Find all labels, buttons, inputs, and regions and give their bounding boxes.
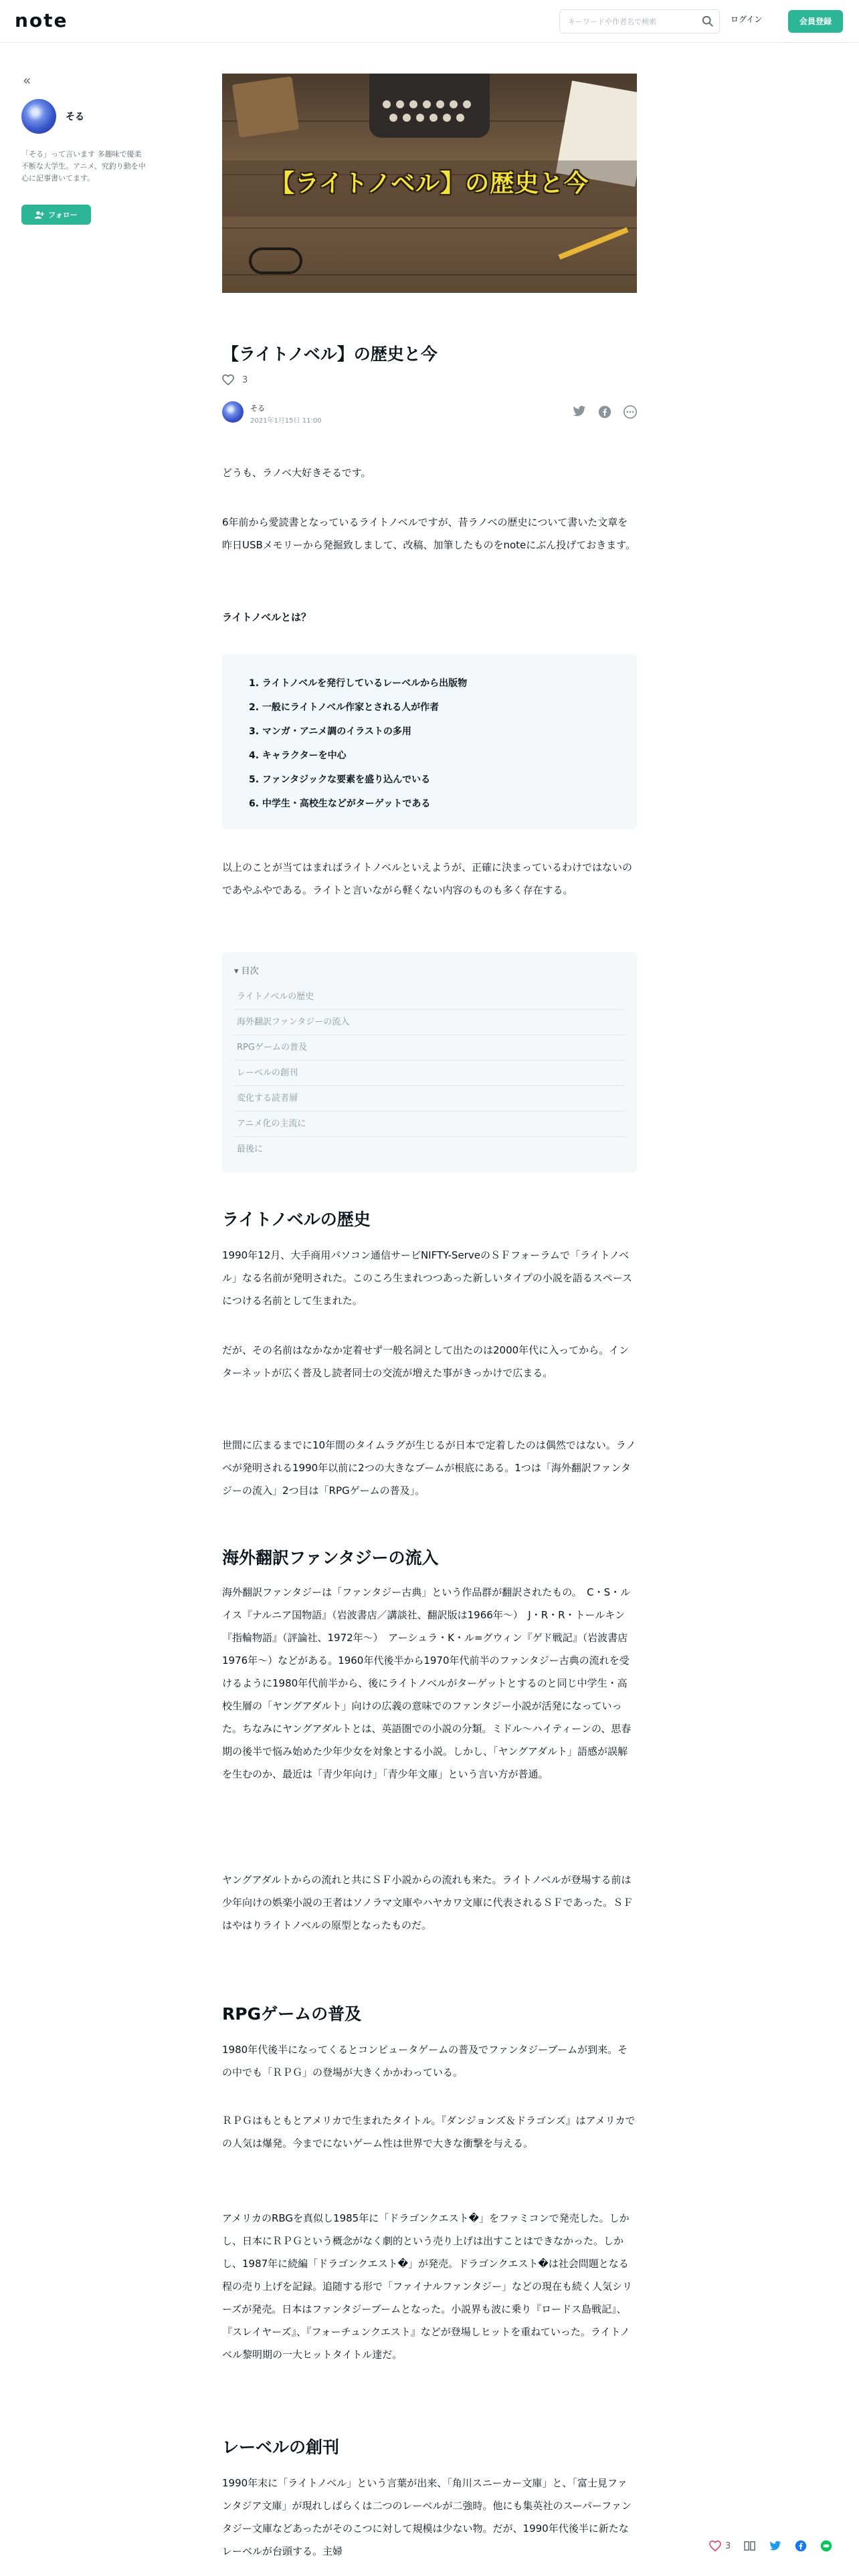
like-count[interactable]: 3 — [242, 374, 248, 385]
author-name[interactable]: そる — [250, 404, 265, 413]
rpg-paragraph-1: 1980年代後半になってくるとコンピュータゲームの普及でファンタジーブームが到来。その中でも「ＲＰＧ」の登場が大きくかかわっている。 — [222, 2044, 628, 2078]
intro-paragraph-2: 6年前から愛読書となっているライトノベルですが、昔ラノベの歴史について書いた文章を昨日USBメモリーから発掘致しまして、改稿、加筆したものをnoteにぶん投げておきます。 — [222, 516, 636, 551]
search-icon[interactable] — [702, 15, 714, 27]
facebook-icon[interactable] — [598, 405, 611, 419]
heart-icon[interactable] — [222, 374, 234, 385]
magazine-icon[interactable] — [744, 2541, 756, 2551]
author-avatar[interactable] — [21, 99, 56, 134]
sidebar-author-bio: 「そる」って言います 多趣味で優柔不断な大学生。アニメ、究釣り動を中心に記事書いてます。 — [21, 150, 146, 183]
list-item: 4. キャラクターを中心 — [249, 750, 347, 761]
twitter-icon[interactable] — [769, 2541, 781, 2551]
floating-like[interactable] — [709, 2541, 731, 2551]
list-item: 1. ライトノベルを発行しているレーベルから出版物 — [249, 678, 468, 689]
table-of-contents — [222, 952, 637, 1173]
criteria-list — [222, 654, 637, 829]
rpg-paragraph-2: ＲＰＧはもともとアメリカで生まれたタイトル。『ダンジョンズ＆ドラゴンズ』はアメリカでの人気は爆発。今までにないゲーム性は世界で大きな衝撃を与える。 — [222, 2115, 636, 2149]
toc-link[interactable]: アニメ化の主流に — [234, 1111, 625, 1137]
line-icon[interactable] — [820, 2540, 832, 2552]
follow-label: フォロー — [48, 211, 78, 219]
author-mini-avatar[interactable] — [222, 401, 244, 423]
section-heading-fantasy: 海外翻訳ファンタジーの流入 — [222, 1548, 439, 1568]
toc-toggle[interactable] — [234, 964, 625, 979]
list-item: 2. 一般にライトノベル作家とされる人が作者 — [249, 702, 440, 713]
label-paragraph-1: 1990年末に「ライトノベル」という言葉が出来、「角川スニーカー文庫」と、「富士見ファンタジア文庫」が現れしばらくは二つのレーベルが二強時。他にも集英社のスーパーファンタジー文庫などあったがそのこつに対して規模は少ない物。だが、1990年代後半に新たなレーベルが台頭する。主婦 — [222, 2477, 632, 2557]
hero-title-text: 【ライトノベル】の歴史と今 — [270, 170, 589, 197]
sidebar-author-name[interactable]: そる — [66, 112, 84, 122]
author-row — [222, 401, 637, 428]
fantasy-paragraph-2: ヤングアダルトからの流れと共にＳＦ小説からの流れも来た。ライトノベルが登場する前は少年向けの娯楽小説の王者はソノラマ文庫やハヤカワ文庫に代表されるＳＦであった。ＳＦはやはりライトノベルの原型となったものだ。 — [222, 1874, 634, 1931]
toc-link[interactable]: 海外翻訳ファンタジーの流入 — [234, 1010, 625, 1035]
more-share-icon[interactable] — [624, 405, 637, 419]
note-logo[interactable]: note — [15, 9, 68, 31]
share-buttons — [573, 405, 637, 419]
history-paragraph-2: だが、その名前はなかなか定着せず一般名詞として出たのは2000年代に入ってから。インターネットが広く普及し読者同士の交流が増えた事がきっかけで広まる。 — [222, 1344, 630, 1379]
add-user-icon — [35, 211, 44, 219]
search-input[interactable] — [560, 10, 694, 33]
collapse-sidebar-icon[interactable]: « — [23, 72, 31, 88]
fantasy-paragraph-1: 海外翻訳ファンタジーは「ファンタジー古典」という作品群が翻訳されたもの。 C・S・ルイス『ナルニア国物語』（岩波書店／講談社、翻訳版は1966年〜） J・R・R・トールキン『指輪物語』（評論社、1972年〜） アーシュラ・K・ル=グウィン『ゲド戦記』（岩波書店 1976年〜）などがある。1960年代後半から1970年代前半のファンタジー古典の流れを受けるように1980年代前半から、後にライトノベルがターゲットとするのと同じ中学生・高校生層の「ヤングアダルト」向けの広義の意味でのファンタジー小説が活発になっていった。ちなみにヤングアダルトとは、英語圏での小説の分類。ミドル〜ハイティーンの、思春期の後半で悩み始めた少年少女を対象とする小説。しかし、「ヤングアダルト」語感が誤解を生むのか、最近は「青少年向け」「青少年文庫」という言い方が普通。 — [222, 1586, 638, 1780]
history-paragraph-3: 世間に広まるまでに10年間のタイムラグが生じるが日本で定着したのは偶然ではない。ラノベが発明される1990年以前に2つの大きなブームが根底にある。1つは「海外翻訳ファンタジーの流入」2つ目は「RPGゲームの普及」。 — [222, 1439, 636, 1497]
login-link[interactable]: ログイン — [731, 15, 763, 24]
toc-link[interactable]: レーベルの創刊 — [234, 1061, 625, 1086]
list-item: 6. 中学生・高校生などがターゲットである — [249, 798, 431, 809]
section-heading-rpg: RPGゲームの普及 — [222, 2004, 362, 2024]
follow-button[interactable] — [21, 205, 91, 225]
toc-link[interactable]: RPGゲームの普及 — [234, 1035, 625, 1061]
section-heading-what: ライトノベルとは？ — [222, 611, 312, 623]
list-item: 5. ファンタジックな要素を盛り込んでいる — [249, 774, 431, 785]
list-item: 3. マンガ・アニメ調のイラストの多用 — [249, 726, 411, 737]
search-box[interactable] — [559, 9, 720, 33]
toc-link[interactable]: ライトノベルの歴史 — [234, 984, 625, 1010]
signup-button[interactable]: 会員登録 — [788, 10, 843, 33]
floating-like-count: 3 — [725, 2541, 731, 2551]
article-title: 【ライトノベル】の歴史と今 — [222, 344, 438, 364]
toc-link[interactable]: 変化する読者層 — [234, 1086, 625, 1111]
chevron-down-icon: ▾ — [234, 966, 239, 976]
publish-date: 2021年1月15日 11:00 — [250, 417, 322, 425]
facebook-icon[interactable] — [795, 2540, 807, 2552]
hero-image — [222, 74, 637, 293]
intro-paragraph-1: どうも、ラノベ大好きそるです。 — [222, 467, 371, 479]
rpg-paragraph-3: アメリカのRBGを真似し1985年に「ドラゴンクエスト�」をファミコンで発売した。しかし、日本にＲＰＧという概念がなく劇的という売り上げは出すことはできなかった。しかし、1987年に続編「ドラゴンクエスト�」が発売。ドラゴンクエスト�は社会問題となる程の売り上げを記録。追随する形で「ファイナルファンタジー」などの現在も続く人気シリーズが発売。日本はファンタジーブームとなった。小説界も波に乗り『ロードス島戦記』、『スレイヤーズ』、『フォーチュンクエスト』などが登場しヒットを重ねていった。ライトノベル黎明期の一大ヒットタイトル達だ。 — [222, 2212, 633, 2361]
section-heading-history: ライトノベルの歴史 — [222, 1210, 371, 1229]
after-list-paragraph: 以上のことが当てはまればライトノベルといえようが、正確に決まっているわけではないのであやふやである。ライトと言いながら軽くない内容のものも多く存在する。 — [222, 861, 633, 896]
toc-label: 目次 — [241, 966, 259, 976]
floating-action-bar — [709, 2540, 832, 2552]
top-navigation-bar — [0, 0, 859, 43]
toc-link[interactable]: 最後に — [237, 1144, 264, 1154]
like-row — [222, 374, 637, 385]
history-paragraph-1: 1990年12月、大手商用パソコン通信サービNIFTY-ServeのＳＦフォーラムで「ライトノベル」なる名前が発明された。このころ生まれつつあった新しいタイプの小説を語るスペースにつける名前として生まれた。 — [222, 1249, 633, 1307]
heart-icon[interactable] — [709, 2541, 721, 2551]
section-heading-label: レーベルの創刊 — [222, 2438, 340, 2457]
twitter-icon[interactable] — [573, 405, 586, 417]
